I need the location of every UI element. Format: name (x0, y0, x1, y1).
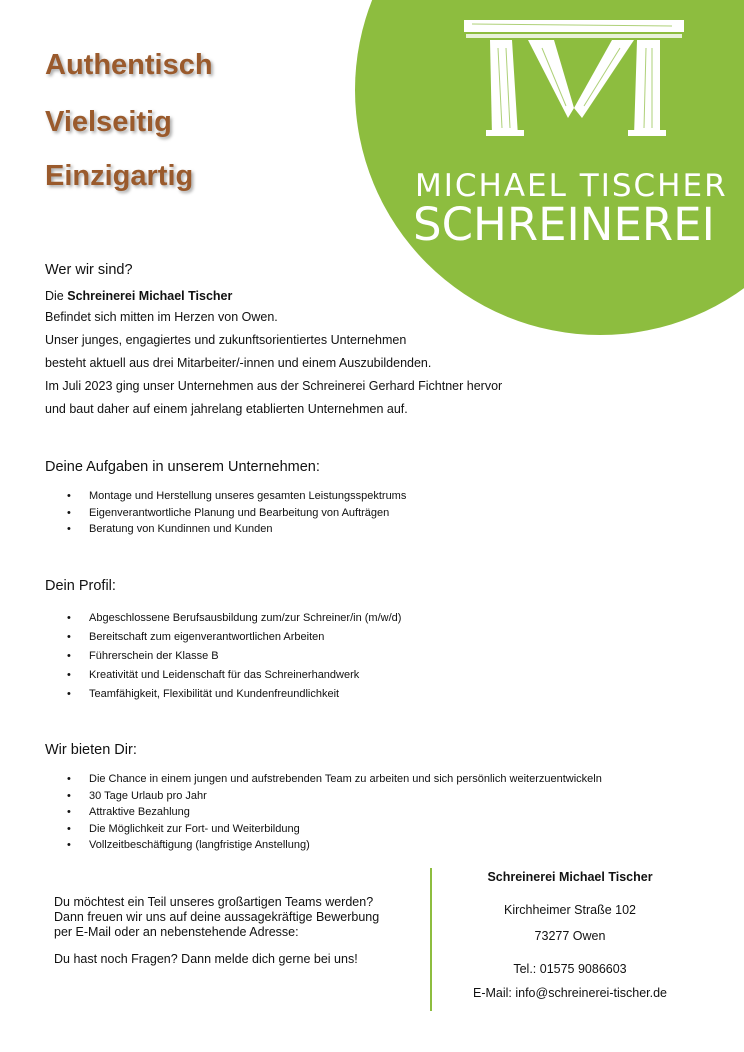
list-item: • Die Chance in einem jungen und aufstrebenden Team zu arbeiten und sich persönlich weiterzuentwickeln (45, 771, 602, 788)
tasks-heading: Deine Aufgaben in unserem Unternehmen: (45, 459, 320, 475)
contact-email[interactable]: E-Mail: info@schreinerei-tischer.de (472, 986, 667, 1000)
tasks-list (45, 488, 406, 538)
profile-heading: Dein Profil: (45, 578, 116, 594)
tm-logo-mark (462, 18, 687, 140)
about-heading: Wer wir sind? (45, 262, 133, 278)
about-line: besteht aktuell aus drei Mitarbeiter/-innen und einem Auszubildenden. (45, 356, 432, 370)
list-item: • Kreativität und Leidenschaft für das Schreinerhandwerk (45, 666, 401, 685)
list-item: • Eigenverantwortliche Planung und Bearbeitung von Aufträgen (45, 505, 406, 522)
contact-street: Kirchheimer Straße 102 (503, 903, 636, 917)
offer-heading: Wir bieten Dir: (45, 742, 137, 758)
divider (430, 868, 432, 1011)
about-line: Unser junges, engagiertes und zukunftsorientiertes Unternehmen (45, 333, 407, 347)
cta-line: Du möchtest ein Teil unseres großartigen Teams werden? (54, 895, 374, 909)
about-line: Befindet sich mitten im Herzen von Owen. (45, 310, 278, 324)
contact-phone: Tel.: 01575 9086603 (513, 962, 627, 976)
about-intro-prefix: Die (45, 289, 68, 303)
logo-name: MICHAEL TISCHER (415, 168, 728, 204)
about-intro (45, 286, 232, 307)
list-item: • Beratung von Kundinnen und Kunden (45, 521, 406, 538)
list-item: • Führerschein der Klasse B (45, 647, 401, 666)
cta-line: Dann freuen wir uns auf deine aussagekräftige Bewerbung (54, 910, 380, 924)
about-line: und baut daher auf einem jahrelang etablierten Unternehmen auf. (45, 402, 408, 416)
profile-list (45, 609, 401, 704)
about-line: Im Juli 2023 ging unser Unternehmen aus der Schreinerei Gerhard Fichtner hervor (45, 379, 503, 393)
cta-line: Du hast noch Fragen? Dann melde dich gerne bei uns! (54, 952, 358, 966)
tagline-einzigartig: Einzigartig (45, 160, 194, 192)
list-item: • Die Möglichkeit zur Fort- und Weiterbildung (45, 821, 602, 838)
list-item: • Attraktive Bezahlung (45, 804, 602, 821)
list-item: • Abgeschlossene Berufsausbildung zum/zur Schreiner/in (m/w/d) (45, 609, 401, 628)
tagline-authentisch: Authentisch (45, 49, 213, 81)
list-item: • Montage und Herstellung unseres gesamten Leistungsspektrums (45, 488, 406, 505)
contact-company: Schreinerei Michael Tischer (487, 870, 653, 884)
list-item: • 30 Tage Urlaub pro Jahr (45, 788, 602, 805)
logo-company: SCHREINEREI (413, 198, 715, 251)
offer-list (45, 771, 602, 854)
list-item: • Teamfähigkeit, Flexibilität und Kundenfreundlichkeit (45, 685, 401, 704)
contact-city: 73277 Owen (534, 929, 606, 943)
list-item: • Vollzeitbeschäftigung (langfristige Anstellung) (45, 837, 602, 854)
list-item: • Bereitschaft zum eigenverantwortlichen Arbeiten (45, 628, 401, 647)
about-intro-company: Schreinerei Michael Tischer (67, 289, 233, 303)
application-call-to-action (54, 895, 424, 967)
cta-line: per E-Mail oder an nebenstehende Adresse: (54, 925, 299, 939)
tagline-vielseitig: Vielseitig (45, 106, 172, 138)
